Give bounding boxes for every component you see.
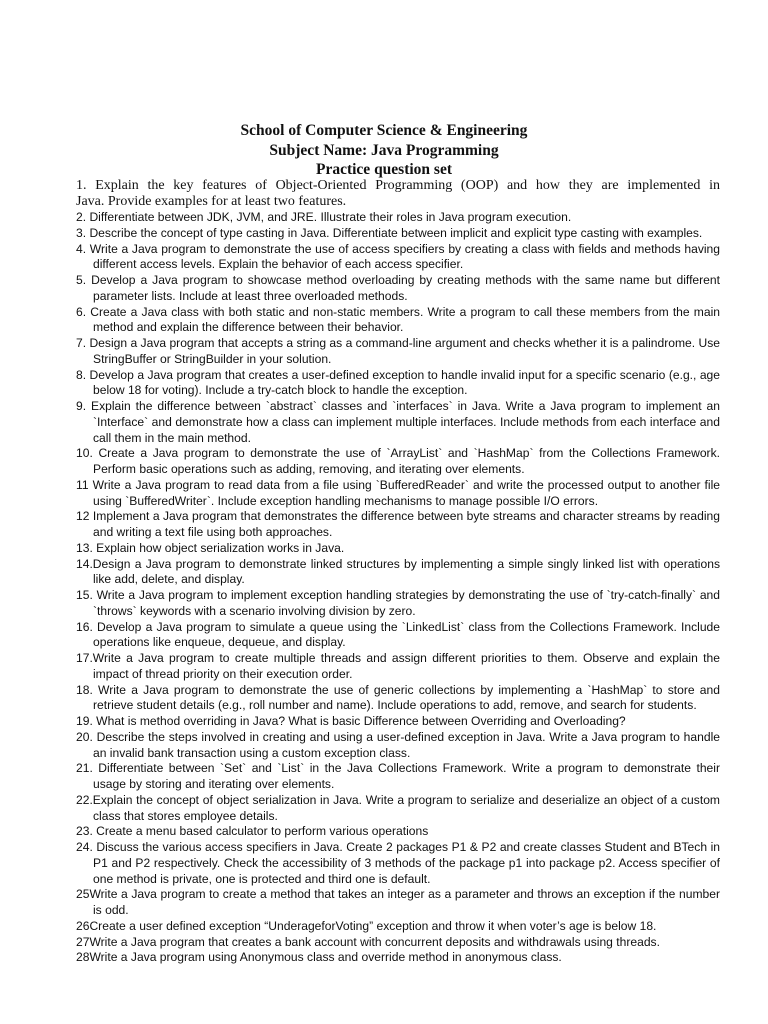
question-item: 6. Create a Java class with both static and non-static members. Write a program to call these members from the main method and explain the difference between their behavior. [76,304,720,335]
question-item: 11 Write a Java program to read data from a file using `BufferedReader` and write the processed output to another file using `BufferedWriter`. Include exception handling mechanisms to manage possible I/O errors. [76,477,720,508]
question-item: 9. Explain the difference between `abstract` classes and `interfaces` in Java. Write a Java program to implement an `Interface` and demonstrate how a class can implement multiple interfaces. Include methods from each interface and call them in the main method. [76,399,720,445]
question-item: 17.Write a Java program to create multiple threads and assign different priorities to them. Observe and explain the impact of thread priority on their execution order. [76,651,720,681]
question-item: 8. Develop a Java program that creates a user-defined exception to handle invalid input for a specific scenario (e.g., age below 18 for voting). Include a try-catch block to handle the exception. [76,367,720,398]
question-item: 14.Design a Java program to demonstrate linked structures by implementing a simple singly linked list with operations like add, delete, and display. [76,556,720,587]
question-item: 19. What is method overriding in Java? What is basic Difference between Overriding and Overloading? [76,714,626,728]
question-item: 27Write a Java program that creates a bank account with concurrent deposits and withdrawals using threads. [76,934,660,949]
question-item: 22.Explain the concept of object serialization in Java. Write a program to serialize and deserialize an object of a custom class that stores employee details. [76,792,720,823]
question-item: 13. Explain how object serialization works in Java. [76,540,345,555]
question-item: 15. Write a Java program to implement exception handling strategies by demonstrating the use of `try-catch-finally` and `throws` keywords with a scenario involving division by zero. [76,588,720,618]
question-item: 24. Discuss the various access specifiers in Java. Create 2 packages P1 & P2 and create classes Student and BTech in P1 and P2 respectively. Check the accessibility of 3 methods of the package p1 into package p2. Access specifier of one method is private, one is protected and third one is default. [76,840,720,886]
question-item: 2. Differentiate between JDK, JVM, and JRE. Illustrate their roles in Java program execution. [76,210,572,224]
document-header [0,121,768,180]
question-item: 7. Design a Java program that accepts a string as a command-line argument and checks whether it is a palindrome. Use StringBuffer or StringBuilder in your solution. [76,336,720,366]
subject-title: Subject Name: Java Programming [269,141,499,159]
question-item: 23. Create a menu based calculator to perform various operations [76,824,429,839]
question-item: 3. Describe the concept of type casting in Java. Differentiate between implicit and explicit type casting with examples. [76,225,703,240]
question-1-line-1: 1. Explain the key features of Object-Oriented Programming (OOP) and how they are implemented in [76,178,720,193]
school-title: School of Computer Science & Engineering [240,122,528,139]
question-item: 21. Differentiate between `Set` and `List` in the Java Collections Framework. Write a program to demonstrate their usage by storing and iterating over elements. [76,761,720,791]
question-item: 25Write a Java program to create a method that takes an integer as a parameter and throws an exception if the number is odd. [76,887,720,917]
question-item: 18. Write a Java program to demonstrate the use of generic collections by implementing a `HashMap` to store and retrieve student details (e.g., roll number and name). Include operations to add, remove, and search for students. [76,682,720,713]
question-item: 16. Develop a Java program to simulate a queue using the `LinkedList` class from the Collections Framework. Include operations like enqueue, dequeue, and display. [76,619,720,650]
question-item: 10. Create a Java program to demonstrate the use of `ArrayList` and `HashMap` from the Collections Framework. Perform basic operations such as adding, removing, and iterating over elements. [76,446,720,476]
question-item: 20. Describe the steps involved in creating and using a user-defined exception in Java. Write a Java program to handle an invalid bank transaction using a custom exception class. [76,729,720,760]
question-item: 5. Develop a Java program to showcase method overloading by creating methods with the same name but different parameter lists. Include at least three overloaded methods. [76,273,720,303]
question-item: 12 Implement a Java program that demonstrates the difference between byte streams and character streams by reading and writing a text file using both approaches. [76,509,720,539]
question-item: 26Create a user defined exception “UnderageforVoting” exception and throw it when voter’s age is below 18. [76,918,657,933]
question-item: 28Write a Java program using Anonymous class and override method in anonymous class. [76,950,562,965]
question-1-line-2: Java. Provide examples for at least two features. [76,194,347,209]
set-title: Practice question set [315,161,453,178]
question-1 [76,178,720,210]
question-item: 4. Write a Java program to demonstrate the use of access specifiers by creating a class with fields and methods having different access levels. Explain the behavior of each access specifier. [76,241,720,272]
question-list [76,210,720,966]
